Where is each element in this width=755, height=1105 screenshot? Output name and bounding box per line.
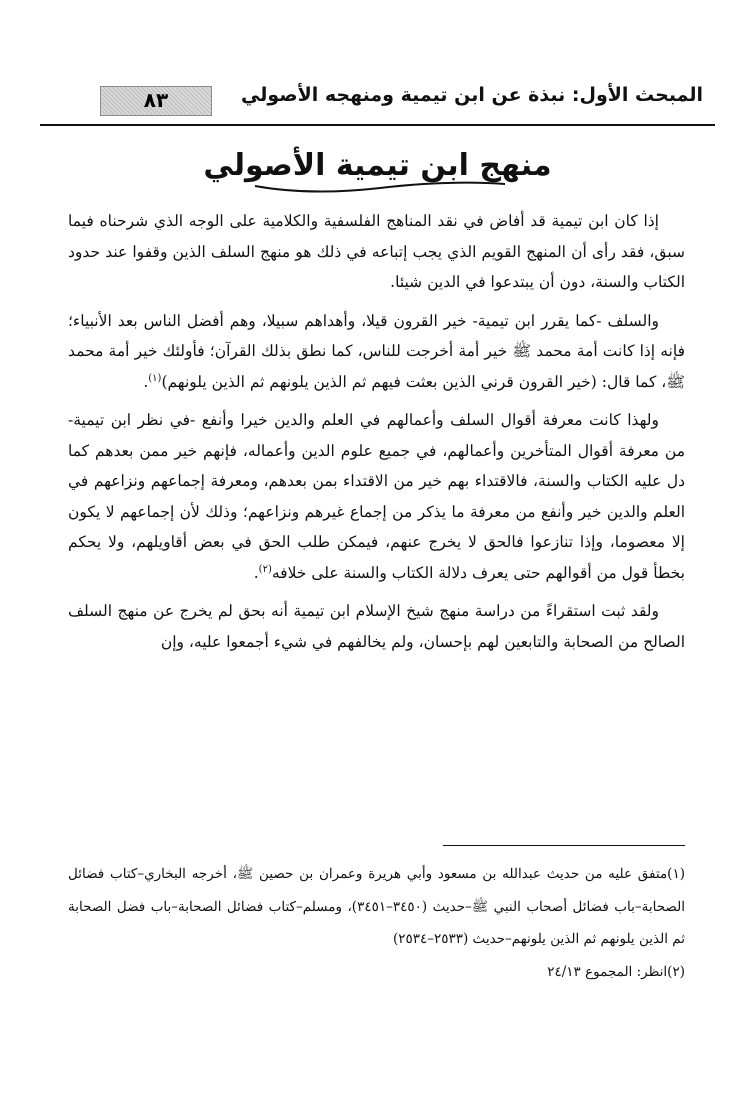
page-number-box [100,86,212,116]
chapter-heading: منهج ابن تيمية الأصولي [203,148,552,183]
running-header [40,78,715,124]
page-number: ٨٣ [143,88,169,112]
heading-swash-ornament [250,176,510,196]
footnote-ref-2: (٢) [258,563,272,575]
footnote-1: (١)متفق عليه من حديث عبدالله بن مسعود وأبي هريرة وعمران بن حصين ﷺ، أخرجه البخاري–كتاب فضائل الصحابة–باب فضائل أصحاب النبي ﷺ–حديث (٣٤٥٠–٣٤٥١)، ومسلم–كتاب فضائل الصحابة–باب فضل الصحابة ثم الذين يلونهم ثم الذين يلونهم–حديث (٢٥٣٣–٢٥٣٤) [68,866,685,947]
running-title: المبحث الأول: نبذة عن ابن تيمية ومنهجه الأصولي [241,84,703,106]
footnote-2: (٢)انظر: المجموع ٢٤/١٣ [547,963,685,980]
footnote-rule [443,845,685,846]
footnote-ref-1: (١) [148,372,162,384]
paragraph-2-text: والسلف -كما يقرر ابن تيمية- خير القرون قيلا، وأهداهم سبيلا، وهم أفضل الناس بعد الأنبياء؛ فإنه إذا كانت أمة محمد ﷺ خير أمة أخرجت للناس، كما نطق بذلك القرآن؛ فأولئك خير أمة محمد ﷺ، كما قال: (خير القرون قرني الذين بعثت فيهم ثم الذين يلونهم ثم الذين يلونهم) [68,311,685,391]
paragraph-3-text: ولهذا كانت معرفة أقوال السلف وأعمالهم في العلم والدين خيرا وأنفع -في نظر ابن تيمية- من معرفة أقوال المتأخرين وأعمالهم، في جميع علوم الدين وأعماله، فإنهم خير ممن بعدهم كما دل عليه الكتاب والسنة، فالاقتداء بهم خير من الاقتداء بمن بعدهم، ومعرفة إجماعهم ونزاعهم في العلم والدين خير وأنفع من معرفة ما يذكر من إجماع غيرهم ونزاعهم؛ وذلك لأن إجماعهم لا يكون إلا معصوما، وإذا تنازعوا فالحق لا يخرج عنهم، فيمكن طلب الحق في بعض أقاويلهم، ولا يحكم بخطأ قول من أقوالهم حتى يعرف دلالة الكتاب والسنة على خلافه [68,411,685,582]
paragraph-4: ولقد ثبت استقراءً من دراسة منهج شيخ الإسلام ابن تيمية أنه بحق لم يخرج عن منهج السلف الصالح من الصحابة والتابعين لهم بإحسان، ولم يخالفهم في شيء أجمعوا عليه، وإن [68,602,685,651]
paragraph-1: إذا كان ابن تيمية قد أفاض في نقد المناهج الفلسفية والكلامية على الوجه الذي شرحناه فيما سبق، فقد رأى أن المنهج القويم الذي يجب إتباعه في ذلك هو منهج السلف الذين وقفوا عند حدود الكتاب والسنة، دون أن يبتدعوا في الدين شيئا. [68,212,685,291]
paragraph-3: ولهذا كانت معرفة أقوال السلف وأعمالهم في العلم والدين خيرا وأنفع -في نظر ابن تيمية- من معرفة أقوال المتأخرين وأعمالهم، في جميع علوم الدين وأعماله، فإنهم خير ممن بعدهم كما دل عليه الكتاب والسنة، فالاقتداء بهم خير من الاقتداء بمن بعدهم، ومعرفة إجماعهم ونزاعهم في العلم والدين خير وأنفع من معرفة ما يذكر من إجماع غيرهم ونزاعهم؛ وذلك لأن إجماعهم لا يكون إلا معصوما، وإذا تنازعوا فالحق لا يخرج عنهم، فيمكن طلب الحق في بعض أقاويلهم، ولا يحكم بخطأ قول من أقوالهم حتى يعرف دلالة الكتاب والسنة على خلافه$^{(٢)}$. [68,411,685,582]
footnotes [68,858,685,988]
header-rule [40,124,715,126]
body-text [68,206,685,665]
paragraph-2: والسلف -كما يقرر ابن تيمية- خير القرون قيلا، وأهداهم سبيلا، وهم أفضل الناس بعد الأنبياء؛ فإنه إذا كانت أمة محمد ﷺ خير أمة أخرجت للناس، كما نطق بذلك القرآن؛ فأولئك خير أمة محمد ﷺ، كما قال: (خير القرون قرني الذين بعثت فيهم ثم الذين يلونهم ثم الذين يلونهم)$^{(١)}$. [68,311,685,391]
